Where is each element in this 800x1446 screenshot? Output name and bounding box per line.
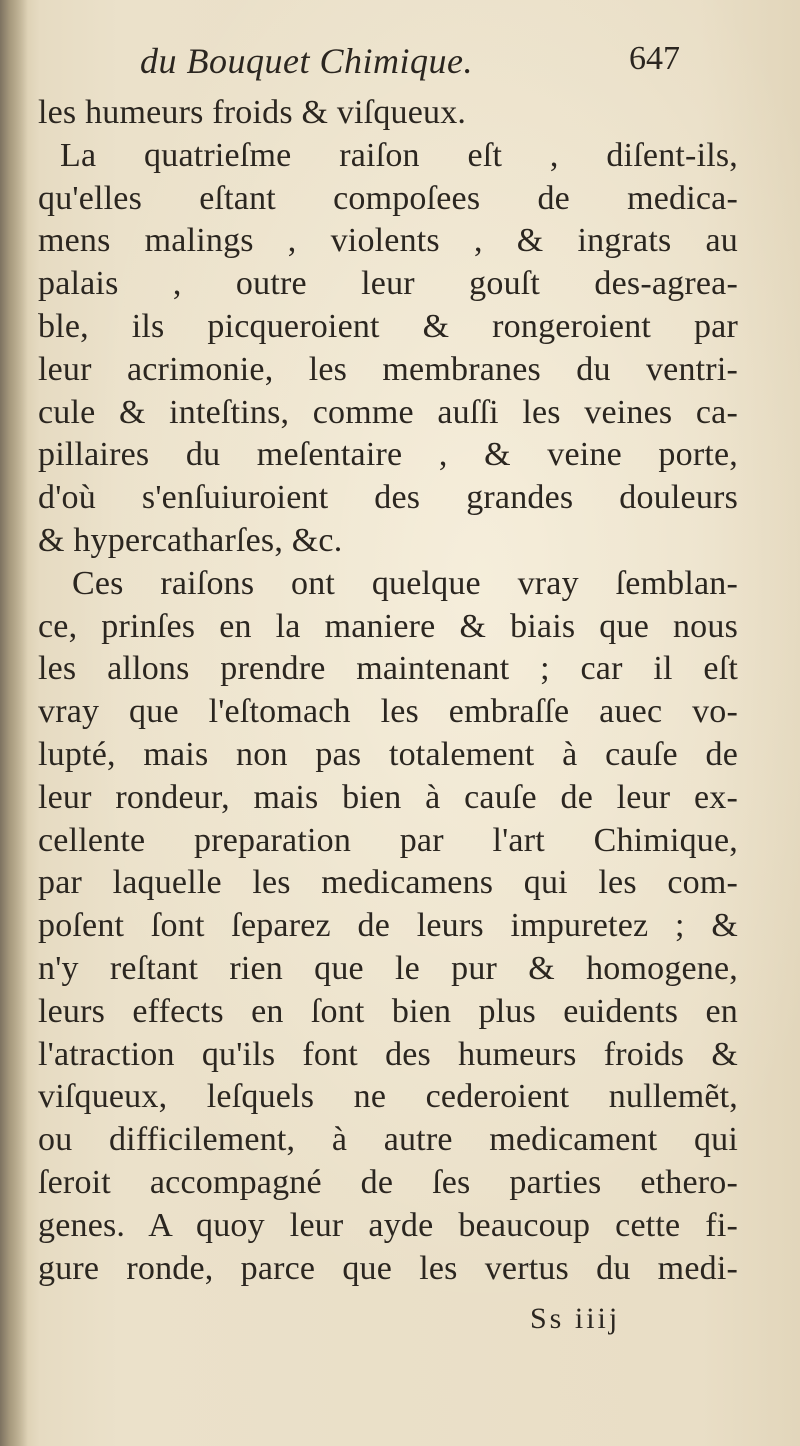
text-line: ſeroit accompagné de ſes parties ethero-	[38, 1163, 738, 1201]
running-head	[140, 40, 680, 90]
text-line: les allons prendre maintenant ; car il eſt	[38, 650, 738, 688]
text-line: ble, ils picqueroient & rongeroient par	[38, 307, 738, 345]
text-line: pillaires du meſentaire , & veine porte,	[38, 436, 738, 474]
text-line: genes. A quoy leur ayde beaucoup cette fi-	[38, 1206, 738, 1244]
text-line: Ces raiſons ont quelque vray ſemblan-	[72, 564, 738, 602]
text-line: leurs effects en ſont bien plus euidents en	[38, 992, 738, 1030]
text-line: par laquelle les medicamens qui les com-	[38, 864, 738, 902]
running-title: du Bouquet Chimique.	[140, 41, 473, 81]
text-line: leur acrimonie, les membranes du ventri-	[38, 350, 738, 388]
text-line: mens malings , violents , & ingrats au	[38, 222, 738, 260]
text-line: lupté, mais non pas totalement à cauſe de	[38, 735, 738, 773]
text-line: vray que l'eſtomach les embraſſe auec vo-	[38, 693, 738, 731]
text-line: l'atraction qu'ils font des humeurs froids &	[38, 1035, 738, 1073]
text-line: qu'elles eſtant compoſees de medica-	[38, 179, 738, 217]
page-number: 647	[629, 40, 680, 77]
text-line: poſent ſont ſeparez de leurs impuretez ; &	[38, 907, 738, 945]
text-line: cule & inteſtins, comme auſſi les veines ca-	[38, 393, 738, 431]
body-text	[38, 92, 738, 1290]
text-line: viſqueux, leſquels ne cederoient nullemẽt,	[38, 1078, 738, 1116]
text-line: n'y reſtant rien que le pur & homogene,	[38, 949, 738, 987]
text-line: La quatrieſme raiſon eſt , diſent-ils,	[60, 136, 738, 174]
text-line: les humeurs froids & viſqueux.	[38, 94, 467, 131]
text-line: ou difficilement, à autre medicament qui	[38, 1121, 738, 1159]
text-line: leur rondeur, mais bien à cauſe de leur ex-	[38, 778, 738, 816]
binding-gutter	[0, 0, 28, 1446]
text-line: & hypercatharſes, &c.	[38, 521, 343, 559]
text-line: ce, prinſes en la maniere & biais que nous	[38, 607, 738, 645]
signature-mark: Ss iiij	[530, 1302, 621, 1335]
text-line: palais , outre leur gouſt des-agrea-	[38, 265, 738, 303]
text-line: cellente preparation par l'art Chimique,	[38, 821, 738, 859]
text-line: gure ronde, parce que les vertus du medi-	[38, 1249, 738, 1287]
text-line: d'où s'enſuiuroient des grandes douleurs	[38, 479, 738, 517]
